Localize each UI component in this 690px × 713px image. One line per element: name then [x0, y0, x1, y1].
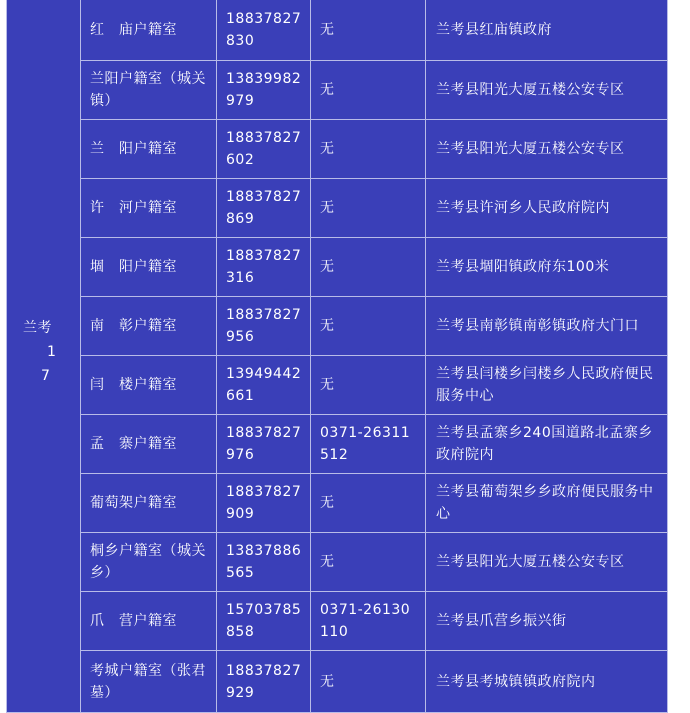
office-address: 兰考县阳光大厦五楼公安专区: [426, 61, 668, 120]
landline-number: 0371-26311512: [311, 415, 426, 474]
landline-number: 0371-26130110: [311, 592, 426, 651]
table-row: [7, 0, 668, 61]
office-address: 兰考县爪营乡振兴街: [426, 592, 668, 651]
mobile-number: 18837827976: [217, 415, 311, 474]
county-name: 兰考: [23, 319, 52, 336]
mobile-number: 13949442661: [217, 356, 311, 415]
mobile-number: 18837827316: [217, 238, 311, 297]
table-row: [7, 238, 668, 297]
mobile-number: 18837827909: [217, 474, 311, 533]
mobile-number: 13837886565: [217, 533, 311, 592]
office-name: 兰 阳户籍室: [81, 120, 217, 179]
county-cell: [7, 0, 81, 713]
mobile-number: 13839982979: [217, 61, 311, 120]
office-address: 兰考县孟寨乡240国道路北孟寨乡政府院内: [426, 415, 668, 474]
office-name: 堌 阳户籍室: [81, 238, 217, 297]
office-address: 兰考县南彰镇南彰镇政府大门口: [426, 297, 668, 356]
landline-number: 无: [311, 356, 426, 415]
landline-number: 无: [311, 120, 426, 179]
mobile-number: 18837827830: [217, 0, 311, 61]
table-row: [7, 533, 668, 592]
office-address: 兰考县阳光大厦五楼公安专区: [426, 533, 668, 592]
mobile-number: 18837827929: [217, 651, 311, 713]
office-name: 考城户籍室（张君墓）: [81, 651, 217, 713]
table-row: [7, 651, 668, 713]
registration-office-table: [6, 0, 668, 713]
table-row: [7, 61, 668, 120]
office-name: 孟 寨户籍室: [81, 415, 217, 474]
landline-number: 无: [311, 651, 426, 713]
table-row: [7, 356, 668, 415]
county-count-ones: 7: [41, 367, 51, 384]
mobile-number: 18837827956: [217, 297, 311, 356]
office-name: 闫 楼户籍室: [81, 356, 217, 415]
table-row: [7, 592, 668, 651]
mobile-number: 15703785858: [217, 592, 311, 651]
office-address: 兰考县考城镇镇政府院内: [426, 651, 668, 713]
office-name: 兰阳户籍室（城关镇）: [81, 61, 217, 120]
mobile-number: 18837827602: [217, 120, 311, 179]
landline-number: 无: [311, 61, 426, 120]
table-row: [7, 415, 668, 474]
office-name: 许 河户籍室: [81, 179, 217, 238]
landline-number: 无: [311, 179, 426, 238]
landline-number: 无: [311, 238, 426, 297]
table-row: [7, 179, 668, 238]
office-address: 兰考县阳光大厦五楼公安专区: [426, 120, 668, 179]
table-row: [7, 297, 668, 356]
landline-number: 无: [311, 0, 426, 61]
office-name: 葡萄架户籍室: [81, 474, 217, 533]
landline-number: 无: [311, 533, 426, 592]
office-name: 南 彰户籍室: [81, 297, 217, 356]
landline-number: 无: [311, 474, 426, 533]
office-address: 兰考县许河乡人民政府院内: [426, 179, 668, 238]
county-count-tens: 1: [47, 343, 57, 360]
table-row: [7, 120, 668, 179]
landline-number: 无: [311, 297, 426, 356]
table-row: [7, 474, 668, 533]
office-address: 兰考县闫楼乡闫楼乡人民政府便民服务中心: [426, 356, 668, 415]
mobile-number: 18837827869: [217, 179, 311, 238]
office-address: 兰考县堌阳镇政府东100米: [426, 238, 668, 297]
office-address: 兰考县葡萄架乡乡政府便民服务中心: [426, 474, 668, 533]
office-address: 兰考县红庙镇政府: [426, 0, 668, 61]
office-name: 爪 营户籍室: [81, 592, 217, 651]
office-name: 桐乡户籍室（城关乡）: [81, 533, 217, 592]
office-name: 红 庙户籍室: [81, 0, 217, 61]
